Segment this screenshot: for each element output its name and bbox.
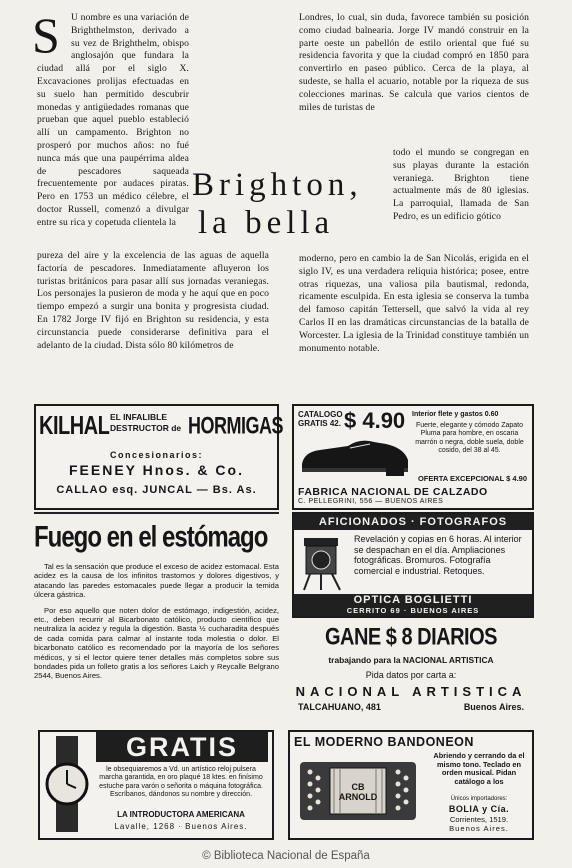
gane-headline: GANE $ 8 DIARIOS [324, 624, 498, 651]
bandoneon-company: BOLIA y Cía. [448, 804, 510, 814]
article-col2-mid [393, 147, 529, 252]
bandoneon-city: Buenos Aires. [449, 824, 509, 833]
bandoneon-address: Corrientes, 1519. [449, 815, 509, 824]
kilhal-address: CALLAO esq. JUNCAL — Bs. As. [56, 484, 257, 496]
ad-kilhal [34, 404, 283, 510]
fuego-p1: Tal es la sensación que produce el exceso de acidez estomacal. Esta acidez es la causa de los infinitos trastornos y dolores digestivos, y atacando las paredes estomacales puede llegar a producir la temida úlcera gástrica. [34, 562, 279, 600]
gane-city: Buenos Aires. [463, 702, 524, 712]
gratis-address: Lavalle, 1268 · Buenos Aires. [114, 822, 248, 831]
kilhal-brand: KILHAL [39, 412, 110, 441]
foto-shop: OPTICA BOGLIETTI [294, 594, 532, 606]
ad-gane [292, 618, 530, 720]
calzado-oferta: OFERTA EXCEPCIONAL $ 4.90 [417, 474, 527, 483]
kilhal-company: FEENEY Hnos. & Co. [69, 462, 244, 478]
gratis-body: le obsequiaremos a Vd. un artístico reloj pulsera marcha garantida, en oro plaqué 18 ktes. en finísimo estuche para varón o señorita o máquina fotográfica. Escríbanos, dándonos su nombre y dirección. [99, 766, 263, 799]
gane-address: TALCAHUANO, 481 [298, 702, 381, 712]
ad-fuego [34, 512, 279, 724]
kilhal-concesionarios: Concesionarios: [109, 450, 203, 460]
ad-foto [292, 512, 534, 618]
shoe-icon [300, 434, 412, 478]
calzado-factory: FABRICA NACIONAL DE CALZADO [298, 486, 488, 498]
footer-credit: © Biblioteca Nacional de España [202, 850, 370, 862]
foto-header: AFICIONADOS · FOTOGRAFOS [294, 514, 532, 530]
dropcap-letter: S [32, 7, 60, 63]
gane-company: NACIONAL ARTISTICA [295, 684, 527, 699]
calzado-interior: Interior flete y gastos 0.60 [412, 411, 499, 418]
article-text-col1b: pureza del aire y la excelencia de las aguas de aquella factoría de pescadores. Inmediatamente afluyeron los turistas británicos para pasar allí sus jornadas veraniegas. Los personajes la pusieron de moda y he aquí que en poco tiempo empezó a surgir una bonita y progresista ciudad. En 1782 Jorge IV fijó en Brighton su residencia, y esta circunstancia puede considerarse definitiva para el adelanto de la ciudad. Dista sólo 80 kilómetros de [37, 250, 269, 351]
watch-icon [44, 736, 90, 832]
kilhal-product: HORMIGAS [188, 412, 283, 439]
gane-line: trabajando para la NACIONAL ARTISTICA [328, 655, 494, 665]
foto-body: Revelación y copias en 6 horas. Al interior se despachan en el día. Ampliaciones fotográficas. Bromuros. Fotografía comercial e industrial. Retoques. [354, 534, 522, 576]
bandoneon-body: Abriendo y cerrando da el mismo tono. Teclado en orden musical. Pidan catálogo a los [433, 751, 525, 786]
article-col2-bottom [299, 253, 529, 403]
article-col1-bottom [37, 250, 269, 400]
dropcap-space [37, 12, 71, 60]
ad-calzado [292, 404, 534, 510]
title-line2: la bella [198, 205, 335, 241]
calzado-price: $ 4.90 [344, 408, 406, 433]
calzado-desc: Fuerte, elegante y cómodo Zapato Pluma para hombre, en oscaria marrón o negra, doble suela, doble cosido, del 38 al 45. [415, 422, 524, 455]
gane-pida: Pida datos por carta a: [365, 670, 457, 680]
ad-gratis [38, 730, 274, 840]
article-text-col2b: todo el mundo se congregan en sus playas durante la estación veraniega. Brighton tiene actualmente más de 80 iglesias. La parroquial, llamada de San Pedro, es un edificio gótico [393, 147, 529, 222]
article-text-col1: U nombre es una variación de Brighthelmston, derivado a su vez de Brighthelm, obispo anglosajón que fundara la ciudad allá por el siglo X. Excavaciones prolijas efectuadas en su suelo han permitido descubrir monedas y antigüedades romanas que prueban que aquel pueblo estableció allí un campamento. Brighton no prosperó por muchos años: no fué nunca más que una paupérrima aldea de pescadores saqueada frecuentemente por audaces piratas. Pero en 1753 un médico célebre, el doctor Russell, comenzó a divulgar entre su rica y copetuda clientela la [37, 12, 189, 228]
article-col2 [299, 12, 529, 147]
bandoneon-headline: EL MODERNO BANDONEON [294, 735, 474, 749]
calzado-catalogo: CATALOGO [298, 410, 343, 419]
gratis-company: LA INTRODUCTORA AMERICANA [117, 810, 245, 819]
article-text-col2c: moderno, pero en cambio la de San Nicolás, erigida en el siglo IV, es una verdadera reliquia histórica; posee, entre otras riquezas, una valiosa pila bautismal, redonda, ricamente esculpida. En esta iglesia se conserva la tumba del famoso capitán Tettersell, que salvó la vida al rey Carlos II en las dramáticas circunstancias de la batalla de Worcester. La iglesia de la Trinidad constituye también un monumento notable. [299, 253, 529, 354]
article-title [192, 166, 392, 246]
kilhal-mid2: DESTRUCTOR de [110, 423, 182, 433]
article-text-col2: Londres, lo cual, sin duda, favorece también su posición como ciudad balnearia. Jorge IV mandó construir en la parte oeste un pabellón de estilo oriental que fué su residencia favorita y que la ciudad compró en 1850 para convertirlo en paseo público. Cerca de la playa, al sudeste, se halla el acuario, notable por la riqueza de sus colecciones marinas. Se calcula que varios cientos de miles de turistas de [299, 12, 529, 113]
title-line1: Brighton, [192, 167, 363, 203]
ad-bandoneon [288, 730, 534, 840]
kilhal-mid1: EL INFALIBLE [110, 412, 167, 422]
bandoneon-logo: CB ARNOLD [338, 782, 378, 802]
fuego-headline: Fuego en el estómago [34, 520, 268, 554]
gane-address-row [292, 702, 530, 712]
gratis-headline: GRATIS [96, 732, 268, 762]
fuego-p2: Por eso aquello que noten dolor de estómago, indigestión, acidez, etc., deben recurrir al Bicarbonato católico, producto científico que neutraliza la acidez y regula la digestión. Basta ½ cucharadita después de cada comida para calmar al instante toda molestia o dolor. El bicarbonato católico es recomendado por la mayoría de los señores médicos, y si el lector quiere tener detalles más completos sobre sus bondades pida un folleto gratis a los señores Laich y Reycalle Belgrano 2544, Buenos Aires. [34, 605, 279, 681]
camera-icon [300, 536, 344, 592]
bandoneon-importers: Únicos importadores: [450, 796, 508, 802]
calzado-gratis: GRATIS 42. [298, 419, 341, 428]
foto-address: CERRITO 69 · BUENOS AIRES [294, 606, 532, 616]
calzado-address: C. PELLEGRINI, 556 — BUENOS AIRES [298, 498, 444, 505]
